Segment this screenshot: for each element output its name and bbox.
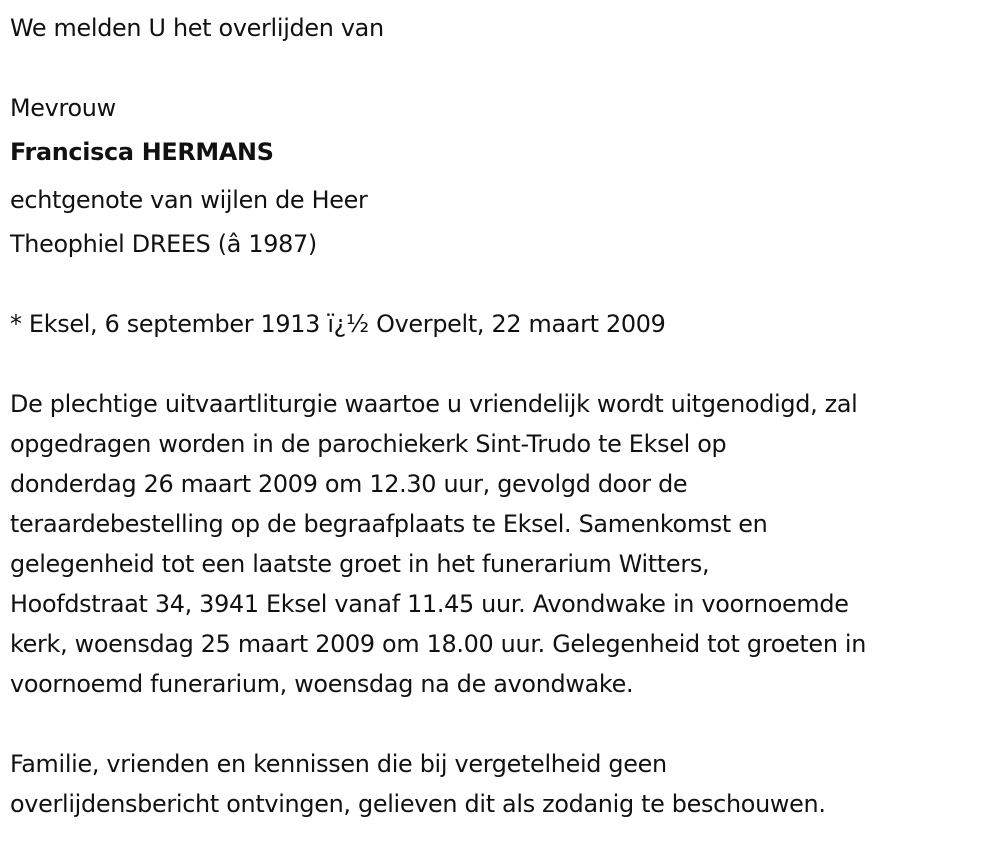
deceased-name: Francisca HERMANS — [10, 138, 274, 166]
funeral-line: gelegenheid tot een laatste groet in het funerarium Witters, — [10, 550, 710, 578]
funeral-line: opgedragen worden in de parochiekerk Sint-Trudo te Eksel op — [10, 430, 727, 458]
salutation: Mevrouw — [10, 94, 116, 122]
funeral-line: De plechtige uitvaartliturgie waartoe u vriendelijk wordt uitgenodigd, zal — [10, 390, 858, 418]
spacer — [10, 704, 995, 744]
closing-line: Familie, vrienden en kennissen die bij vergetelheid geen — [10, 750, 667, 778]
funeral-line: teraardebestelling op de begraafplaats te Eksel. Samenkomst en — [10, 510, 768, 538]
spouse-text: Theophiel DREES (â 1987) — [10, 230, 317, 258]
birth-death-dates: * Eksel, 6 september 1913 ï¿½ Overpelt, 22 maart 2009 — [10, 310, 666, 338]
funeral-line: voornoemd funerarium, woensdag na de avondwake. — [10, 670, 634, 698]
relation-text: echtgenote van wijlen de Heer — [10, 186, 368, 214]
funeral-line: donderdag 26 maart 2009 om 12.30 uur, gevolgd door de — [10, 470, 688, 498]
funeral-line: Hoofdstraat 34, 3941 Eksel vanaf 11.45 uur. Avondwake in voornoemde — [10, 590, 849, 618]
spacer — [10, 48, 995, 88]
closing-note — [10, 744, 995, 824]
death-notice — [10, 8, 995, 824]
intro-text: We melden U het overlijden van — [10, 14, 384, 42]
closing-line: overlijdensbericht ontvingen, gelieven dit als zodanig te beschouwen. — [10, 790, 826, 818]
funeral-details — [10, 384, 995, 704]
funeral-line: kerk, woensdag 25 maart 2009 om 18.00 uur. Gelegenheid tot groeten in — [10, 630, 867, 658]
spacer — [10, 344, 995, 384]
spacer — [10, 264, 995, 304]
